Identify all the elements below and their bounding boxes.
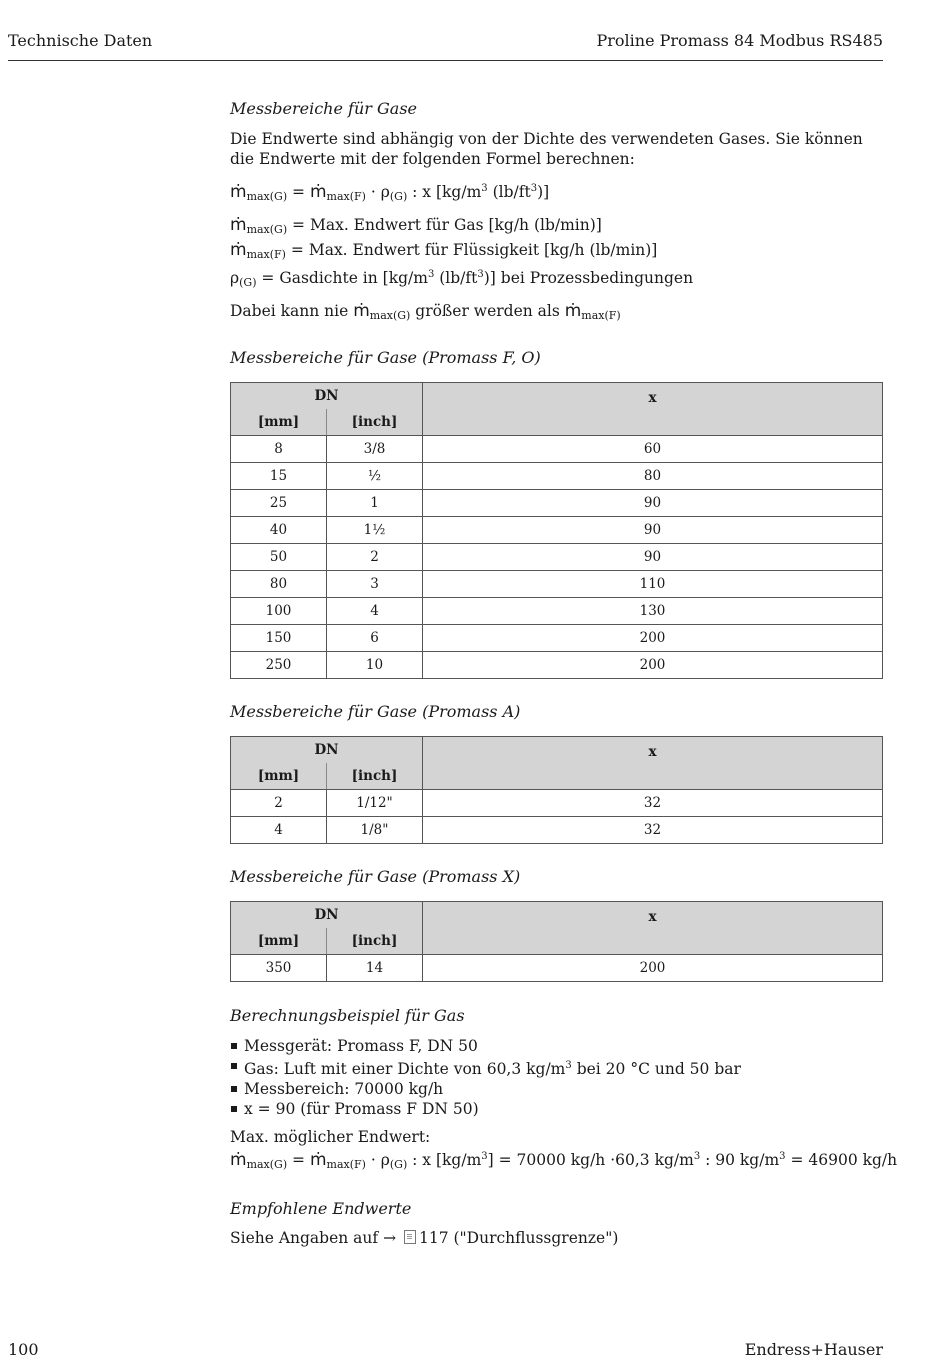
legend-line: [230, 240, 883, 265]
cell-inch: 3/8: [327, 436, 423, 463]
calc-text: = 46900 kg/h: [785, 1151, 898, 1169]
mdot-symbol: ṁ: [353, 301, 370, 321]
table-row: [231, 517, 883, 544]
superscript: 3: [565, 1060, 572, 1071]
reference-link[interactable]: 117 ("Durchflussgrenze"): [418, 1229, 619, 1247]
superscript: 3: [530, 183, 538, 194]
table-row: [231, 544, 883, 571]
cell-mm: 25: [231, 490, 327, 517]
mdot-symbol: ṁ: [230, 215, 247, 235]
col-header-dn: DN: [231, 383, 423, 410]
section-title-example: Berechnungsbeispiel für Gas: [230, 1006, 465, 1025]
cell-x: 32: [423, 790, 883, 817]
cell-inch: 10: [327, 652, 423, 679]
calc-text: : x [kg/m: [407, 1151, 482, 1169]
legend-text: )] bei Prozessbedingungen: [483, 269, 694, 287]
table-row: [231, 463, 883, 490]
list-item: [230, 1056, 883, 1079]
subscript: max(F): [581, 309, 621, 322]
cell-mm: 4: [231, 817, 327, 844]
formula-text: (lb/ft: [487, 183, 531, 201]
col-header-mm: [mm]: [231, 409, 327, 436]
max-endwert-label: Max. möglicher Endwert:: [230, 1128, 431, 1146]
cell-x: 90: [423, 544, 883, 571]
mdot-symbol: ṁ: [230, 182, 247, 202]
col-header-inch: [inch]: [327, 763, 423, 790]
col-header-mm: [mm]: [231, 763, 327, 790]
example-calculation: [230, 1147, 898, 1175]
cell-mm: 50: [231, 544, 327, 571]
table-title: Messbereiche für Gase (Promass A): [230, 702, 521, 721]
footer-page-number: 100: [8, 1340, 39, 1359]
section-title-gases: Messbereiche für Gase: [230, 99, 417, 118]
dn-table-promass-a: [230, 736, 883, 844]
table-row: [231, 490, 883, 517]
superscript: 3: [427, 269, 435, 280]
calc-text: ] = 70000 kg/h ·60,3 kg/m: [487, 1151, 694, 1169]
equals: =: [287, 183, 310, 201]
rho-symbol: ρ: [230, 269, 240, 287]
dn-table-promass-x: [230, 901, 883, 982]
footer-brand: Endress+Hauser: [744, 1340, 883, 1359]
note-text: Dabei kann nie: [230, 302, 354, 320]
subscript: max(G): [246, 223, 288, 236]
cell-mm: 80: [231, 571, 327, 598]
col-header-x: x: [423, 902, 883, 955]
legend-text: (lb/ft: [434, 269, 478, 287]
table-row: [231, 790, 883, 817]
cell-inch: 1/8": [327, 817, 423, 844]
bullet-text: Messbereich: 70000 kg/h: [244, 1080, 444, 1098]
superscript: 3: [693, 1151, 701, 1162]
table-row: [231, 652, 883, 679]
subscript: max(G): [369, 309, 411, 322]
subscript: max(G): [246, 190, 288, 203]
subscript: (G): [389, 1158, 408, 1171]
cell-mm: 250: [231, 652, 327, 679]
cell-x: 200: [423, 955, 883, 982]
cell-x: 200: [423, 625, 883, 652]
legend-text: = Max. Endwert für Flüssigkeit [kg/h (lb/min)]: [285, 241, 658, 259]
bullet-text: bei 20 °C und 50 bar: [571, 1060, 741, 1078]
subscript: max(G): [246, 1158, 288, 1171]
multiply-dot: ·: [365, 1151, 381, 1169]
cell-inch: 1: [327, 490, 423, 517]
dn-table-promass-f-o: [230, 382, 883, 679]
calc-text: : 90 kg/m: [700, 1151, 780, 1169]
cell-inch: 1/12": [327, 790, 423, 817]
equals: =: [287, 1151, 310, 1169]
col-header-dn: DN: [231, 737, 423, 764]
cell-inch: 4: [327, 598, 423, 625]
rho-symbol: ρ: [380, 183, 390, 201]
formula-text: )]: [537, 183, 550, 201]
subscript: max(F): [246, 248, 286, 261]
intro-paragraph: Die Endwerte sind abhängig von der Dichte des verwendeten Gases. Sie können die Endwerte mit der folgenden Formel berechnen:: [230, 130, 863, 168]
rho-symbol: ρ: [380, 1151, 390, 1169]
bullet-text: x = 90 (für Promass F DN 50): [244, 1100, 479, 1118]
cell-mm: 40: [231, 517, 327, 544]
cell-x: 110: [423, 571, 883, 598]
recommended-reference: [230, 1228, 883, 1248]
mdot-symbol: ṁ: [309, 182, 327, 202]
subscript: max(F): [326, 1158, 366, 1171]
col-header-x: x: [423, 737, 883, 790]
cell-x: 32: [423, 817, 883, 844]
mdot-symbol: ṁ: [564, 301, 582, 321]
legend-text: = Max. Endwert für Gas [kg/h (lb/min)]: [287, 216, 602, 234]
cell-mm: 350: [231, 955, 327, 982]
mdot-symbol: ṁ: [230, 1150, 247, 1170]
list-item: [230, 1036, 883, 1056]
cell-mm: 8: [231, 436, 327, 463]
subscript: (G): [239, 276, 257, 289]
formula-main: [230, 179, 883, 207]
table-row: [231, 817, 883, 844]
subscript: max(F): [326, 190, 366, 203]
bullet-text: Gas: Luft mit einer Dichte von 60,3 kg/m: [244, 1060, 566, 1078]
legend-line: [230, 215, 883, 240]
multiply-dot: ·: [365, 183, 381, 201]
cell-mm: 150: [231, 625, 327, 652]
subscript: (G): [389, 190, 408, 203]
reference-text: Siehe Angaben auf →: [230, 1229, 401, 1247]
col-header-inch: [inch]: [327, 409, 423, 436]
document-page-icon: [404, 1230, 416, 1244]
formula-legend: [230, 215, 883, 293]
superscript: 3: [481, 183, 488, 194]
section-title-recommended: Empfohlene Endwerte: [230, 1199, 412, 1218]
table-row: [231, 955, 883, 982]
cell-x: 200: [423, 652, 883, 679]
cell-x: 60: [423, 436, 883, 463]
cell-inch: 2: [327, 544, 423, 571]
mdot-symbol: ṁ: [309, 1150, 327, 1170]
superscript: 3: [477, 269, 484, 280]
cell-inch: 3: [327, 571, 423, 598]
col-header-inch: [inch]: [327, 928, 423, 955]
cell-x: 80: [423, 463, 883, 490]
example-bullet-list: [230, 1036, 883, 1119]
header-product-name: Proline Promass 84 Modbus RS485: [596, 31, 883, 50]
mdot-symbol: ṁ: [230, 240, 247, 260]
legend-text: = Gasdichte in [kg/m: [256, 269, 428, 287]
table-row: [231, 598, 883, 625]
cell-inch: ½: [327, 463, 423, 490]
table-row: [231, 625, 883, 652]
col-header-mm: [mm]: [231, 928, 327, 955]
note-line: [230, 301, 883, 326]
cell-x: 130: [423, 598, 883, 625]
header-rule: [8, 60, 883, 61]
cell-mm: 15: [231, 463, 327, 490]
cell-inch: 14: [327, 955, 423, 982]
superscript: 3: [481, 1151, 488, 1162]
cell-x: 90: [423, 490, 883, 517]
formula-text: : x [kg/m: [407, 183, 482, 201]
table-row: [231, 436, 883, 463]
cell-inch: 1½: [327, 517, 423, 544]
note-text: größer werden als: [410, 302, 565, 320]
col-header-x: x: [423, 383, 883, 436]
superscript: 3: [779, 1151, 786, 1162]
cell-inch: 6: [327, 625, 423, 652]
cell-x: 90: [423, 517, 883, 544]
cell-mm: 100: [231, 598, 327, 625]
list-item: [230, 1099, 883, 1119]
col-header-dn: DN: [231, 902, 423, 929]
table-title: Messbereiche für Gase (Promass F, O): [230, 348, 541, 367]
table-title: Messbereiche für Gase (Promass X): [230, 867, 521, 886]
cell-mm: 2: [231, 790, 327, 817]
bullet-text: Messgerät: Promass F, DN 50: [244, 1037, 478, 1055]
table-row: [231, 571, 883, 598]
legend-line: [230, 265, 883, 293]
list-item: [230, 1079, 883, 1099]
header-section-title: Technische Daten: [8, 31, 153, 50]
page-content: [230, 98, 898, 1248]
